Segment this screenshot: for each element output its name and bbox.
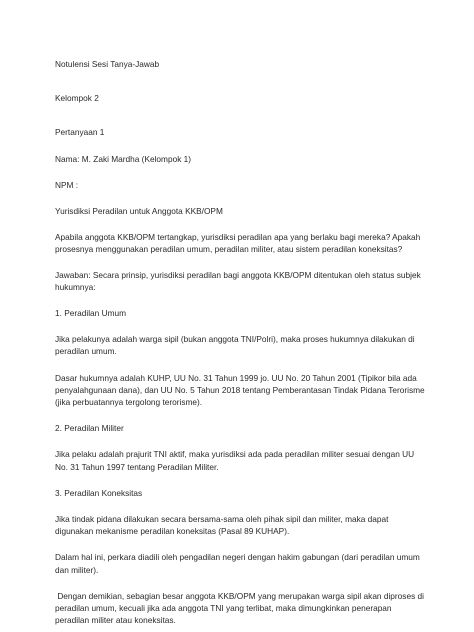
section2-heading: 2. Peradilan Militer: [55, 423, 124, 434]
document-title: Notulensi Sesi Tanya-Jawab: [55, 59, 160, 69]
conclusion-paragraph: Dengan demikian, sebagian besar anggota KKB/OPM yang merupakan warga sipil akan diproses di peradilan umum, kecuali jika ada anggota TNI yang terlibat, maka dimungkinkan penerapan peradilan militer atau koneksitas.: [55, 590, 427, 626]
npm-line: NPM :: [55, 179, 79, 190]
section1-heading: 1. Peradilan Umum: [55, 308, 127, 319]
section2-paragraph-1: Jika pelaku adalah prajurit TNI aktif, maka yurisdiksi ada pada peradilan militer sesuai dengan UU No. 31 Tahun 1997 tentang Peradilan Militer.: [55, 449, 415, 472]
section1-paragraph-1: Jika pelakunya adalah warga sipil (bukan anggota TNI/Polri), maka proses hukumnya dilakukan di peradilan umum.: [55, 334, 415, 357]
topic-line: Yurisdiksi Peradilan untuk Anggota KKB/OPM: [55, 206, 223, 217]
group-label: Kelompok 2: [55, 93, 99, 104]
name-line: Nama: M. Zaki Mardha (Kelompok 1): [55, 153, 192, 164]
question-heading: Pertanyaan 1: [55, 127, 105, 138]
section3-paragraph-1: Jika tindak pidana dilakukan secara bersama-sama oleh pihak sipil dan militer, maka dapat digunakan mekanisme peradilan koneksitas (Pasal 89 KUHAP).: [55, 514, 389, 537]
document-body: [55, 58, 425, 626]
answer-intro: Jawaban: Secara prinsip, yurisdiksi peradilan bagi anggota KKB/OPM ditentukan oleh status subjek hukumnya:: [55, 269, 421, 292]
section3-paragraph-2: Dalam hal ini, perkara diadili oleh pengadilan negeri dengan hakim gabungan (dari peradilan umum dan militer).: [55, 552, 420, 575]
section3-heading: 3. Peradilan Koneksitas: [55, 487, 143, 498]
section1-paragraph-2: Dasar hukumnya adalah KUHP, UU No. 31 Tahun 1999 jo. UU No. 20 Tahun 2001 (Tipikor bila ada penyalahgunaan dana), dan UU No. 5 Tahun 2018 tentang Pemberantasan Tindak Pidana Terorisme (jika perbuatannya tergolong terorisme).: [55, 372, 425, 408]
question-paragraph: Apabila anggota KKB/OPM tertangkap, yurisdiksi peradilan apa yang berlaku bagi mereka? Apakah prosesnya menggunakan peradilan umum, peradilan militer, atau sistem peradilan koneksitas?: [55, 232, 421, 255]
